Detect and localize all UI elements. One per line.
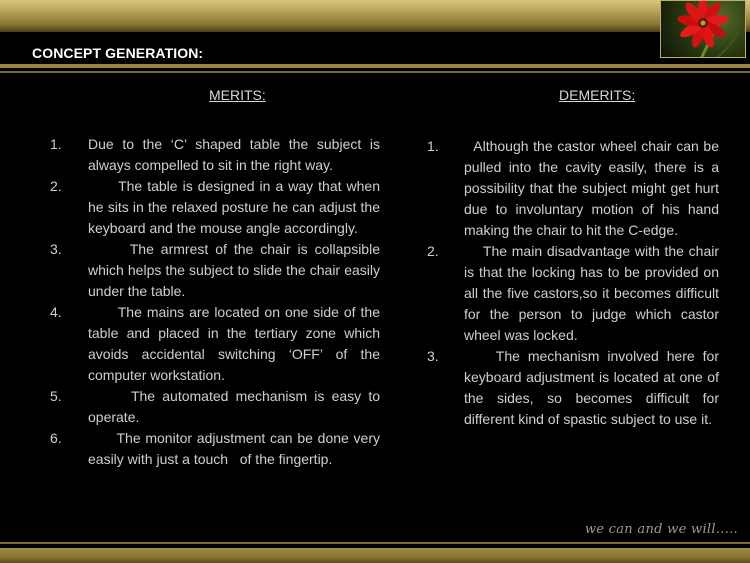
header-divider-thin — [0, 71, 750, 73]
list-item — [50, 302, 380, 386]
list-item-text: Although the castor wheel chair can be pulled into the cavity easily, there is a possibility that the subject might get hurt due to involuntary motion of his hand making the chair to hit the C-edge. — [464, 138, 719, 238]
list-item-text: The armrest of the chair is collapsible which helps the subject to slide the chair easily under the table. — [88, 241, 380, 299]
list-item-number: 3. — [427, 348, 439, 364]
red-flower-icon — [661, 1, 746, 58]
list-item-text: The automated mechanism is easy to operate. — [88, 388, 380, 425]
list-item — [50, 428, 380, 470]
list-item-text: The mains are located on one side of the table and placed in the tertiary zone which avoids accidental switching ‘OFF’ of the computer workstation. — [88, 304, 380, 383]
demerits-list — [427, 136, 719, 430]
list-item — [50, 176, 380, 239]
list-item-number: 4. — [50, 304, 62, 320]
top-gold-band — [0, 0, 750, 32]
bottom-gold-band — [0, 548, 750, 563]
list-item-number: 1. — [50, 136, 62, 152]
list-item-number: 2. — [427, 243, 439, 259]
merits-list — [50, 134, 380, 470]
list-item-text: The mechanism involved here for keyboard adjustment is located at one of the sides, so becomes difficult for different kind of spastic subject to use it. — [464, 348, 719, 427]
slide-heading: CONCEPT GENERATION: — [32, 45, 204, 61]
list-item-text: The main disadvantage with the chair is that the locking has to be provided on all the five castors,so it becomes difficult for the person to judge which castor wheel was locked. — [464, 243, 719, 343]
list-item — [50, 239, 380, 302]
list-item-text: Due to the ‘C’ shaped table the subject is always compelled to sit in the right way. — [88, 136, 380, 173]
demerits-title: DEMERITS: — [559, 87, 636, 103]
list-item-number: 6. — [50, 430, 62, 446]
list-item-number: 2. — [50, 178, 62, 194]
list-item — [427, 346, 719, 430]
flower-image — [660, 0, 746, 58]
list-item-text: The monitor adjustment can be done very easily with just a touch of the fingertip. — [88, 430, 380, 467]
list-item — [427, 136, 719, 241]
header-divider-thick — [0, 64, 750, 68]
list-item-number: 5. — [50, 388, 62, 404]
merits-title: MERITS: — [209, 87, 266, 103]
list-item-number: 1. — [427, 138, 439, 154]
footer-divider-thin — [0, 542, 750, 544]
list-item-text: The table is designed in a way that when he sits in the relaxed posture he can adjust the keyboard and the mouse angle accordingly. — [88, 178, 380, 236]
list-item — [50, 134, 380, 176]
list-item-number: 3. — [50, 241, 62, 257]
list-item — [50, 386, 380, 428]
list-item — [427, 241, 719, 346]
footer-tagline: we can and we will..... — [584, 522, 738, 537]
